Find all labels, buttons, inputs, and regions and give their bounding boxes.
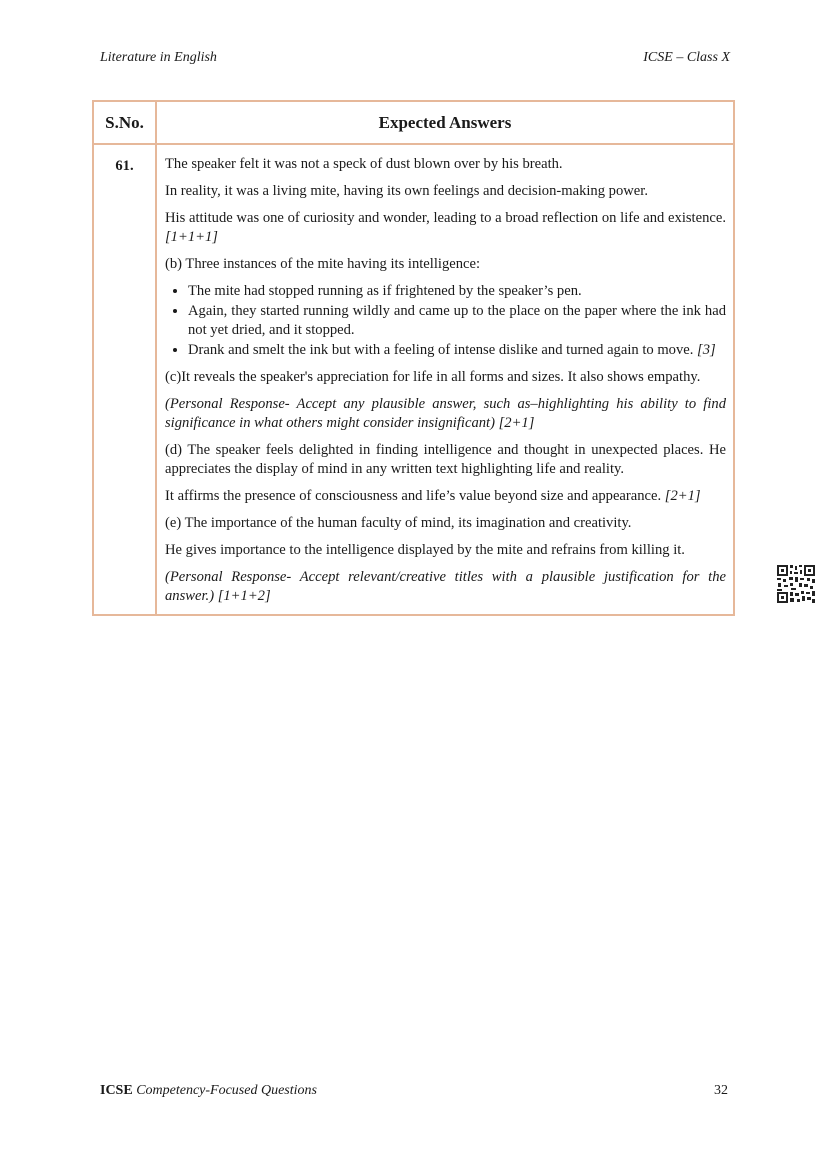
personal-response-note: (Personal Response- Accept relevant/creative titles with a plausible justification for the answer.) [1+1+2] bbox=[165, 569, 726, 604]
answers-header: Expected Answers bbox=[156, 101, 734, 144]
list-item: • Drank and smelt the ink but with a feeling of intense dislike and turned again to move. [3] bbox=[188, 341, 726, 360]
marks: [2+1] bbox=[664, 488, 701, 504]
header-subject: Literature in English bbox=[100, 50, 217, 65]
instances-list bbox=[165, 282, 726, 360]
answer-content bbox=[156, 144, 734, 615]
answer-paragraph: (c)It reveals the speaker's appreciation for life in all forms and sizes. It also shows empathy. bbox=[165, 369, 701, 385]
header-class: ICSE – Class X bbox=[643, 50, 730, 65]
answer-paragraph: It affirms the presence of consciousness and life’s value beyond size and appearance. [2+1] bbox=[165, 488, 701, 504]
answer-paragraph: (d) The speaker feels delighted in finding intelligence and thought in unexpected places. He appreciates the display of mind in any written text highlighting life and reality. bbox=[165, 442, 726, 477]
question-number: 61. bbox=[93, 144, 156, 615]
answer-paragraph: He gives importance to the intelligence displayed by the mite and refrains from killing it. bbox=[165, 542, 685, 558]
answer-paragraph: In reality, it was a living mite, having its own feelings and decision-making power. bbox=[165, 183, 648, 199]
table-header-row bbox=[93, 101, 734, 144]
table-row bbox=[93, 144, 734, 615]
footer-subtitle: Competency-Focused Questions bbox=[136, 1083, 317, 1098]
answer-paragraph: His attitude was one of curiosity and wonder, leading to a broad reflection on life and existence. [1+1+1] bbox=[165, 210, 726, 245]
sno-header: S.No. bbox=[93, 101, 156, 144]
marks: [1+1+1] bbox=[165, 229, 218, 245]
qr-code-icon bbox=[776, 564, 816, 604]
list-item: • The mite had stopped running as if frightened by the speaker’s pen. bbox=[188, 282, 726, 301]
page-number: 32 bbox=[714, 1083, 728, 1098]
list-item: • Again, they started running wildly and came up to the place on the paper where the ink had not yet dried, and it stopped. bbox=[188, 302, 726, 340]
personal-response-note: (Personal Response- Accept any plausible answer, such as–highlighting his ability to find significance in what others might consider insignificant) [2+1] bbox=[165, 396, 726, 431]
footer-brand: ICSE bbox=[100, 1083, 133, 1098]
answer-paragraph: The speaker felt it was not a speck of dust blown over by his breath. bbox=[165, 156, 563, 172]
footer-title bbox=[100, 1083, 317, 1099]
answers-table bbox=[92, 100, 735, 616]
page-header bbox=[100, 50, 730, 70]
marks: [3] bbox=[697, 342, 716, 358]
answer-paragraph: (e) The importance of the human faculty of mind, its imagination and creativity. bbox=[165, 515, 632, 531]
answer-paragraph: (b) Three instances of the mite having its intelligence: bbox=[165, 256, 481, 272]
page-footer bbox=[100, 1083, 728, 1103]
